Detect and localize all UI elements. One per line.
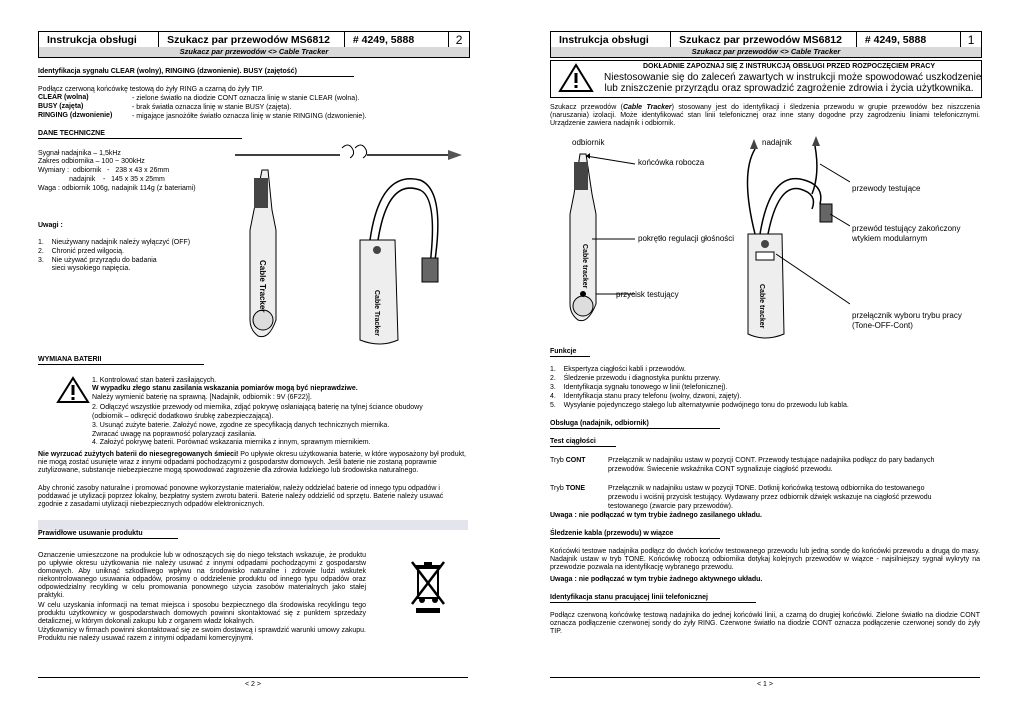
ident-intro: Podłącz czerwoną końcówkę testową do żyły RING a czarną do żyły TIP. — [38, 86, 264, 93]
funkcje-item: 5. Wysyłanie pojedynczego stałego lub alternatywnie podwójnego tonu do przewodu lub kabla. — [550, 402, 849, 409]
svg-text:Cable tracker: Cable tracker — [758, 284, 765, 329]
warning-line-1: Niestosowanie się do zaleceń zawartych w instrukcji może spowodować uszkodzenie — [604, 72, 982, 83]
ident-label-clear: CLEAR (wolna) — [38, 94, 89, 101]
cont-warning: Uwaga : nie podłączać w tym trybie żadnego zasilanego układu. — [550, 512, 762, 519]
note-item: 3. Nie używać przyrządu do badania — [38, 257, 157, 264]
tech-line: nadajnik - 145 x 35 x 25mm — [38, 176, 165, 183]
note-item: 1. Nieużywany nadajnik należy wyłączyć (OFF) — [38, 239, 191, 246]
device-illustration — [230, 140, 470, 350]
warning-triangle-icon — [558, 63, 594, 93]
funkcje-item: 1. Ekspertyza ciągłości kabli i przewodów. — [550, 366, 686, 373]
header-product: Szukacz par przewodów MS6812 — [671, 32, 857, 48]
battery-step: 1. Kontrolować stan baterii zasilających. — [92, 377, 217, 384]
tech-line: Sygnał nadajnika – 1,5kHz — [38, 150, 121, 157]
label-koncowka: końcówka robocza — [638, 158, 705, 167]
tone-warning: Uwaga : nie podłączać w tym trybie żadnego aktywnego układu. — [550, 576, 763, 583]
header-code: # 4249, 5888 — [345, 32, 449, 48]
header-page-number: 1 — [967, 33, 975, 47]
warning-line-2: lub zniszczenie przyrządu oraz sprowadzić zagrożenie zdrowia i życia użytkownika. — [604, 83, 974, 94]
ident-label-busy: BUSY (zajęta) — [38, 103, 84, 110]
page-right — [512, 0, 1024, 724]
header-code: # 4249, 5888 — [857, 32, 961, 48]
page-subheader: Szukacz par przewodów <> Cable Tracker — [38, 47, 470, 58]
header-page-number: 2 — [455, 33, 463, 47]
tone-label-pre: Tryb — [550, 485, 566, 492]
intro-pre: Szukacz przewodów ( — [550, 104, 623, 111]
disposal-text-2: W celu uzyskania informacji na temat miejsca i sposobu bezpiecznego dla środowiska recyklingu tego produktu użytkownicy w gospodarstwach domowych powinni skontaktować się z punktem sprzedaży detalicznej, w którym dokonali zakupu lub z organem władz lokalnych. — [38, 602, 366, 625]
tech-line: Waga : odbiornik 106g, nadajnik 114g (z bateriami) — [38, 185, 196, 192]
battery-step: 3. Usunąć zużyte baterie. Założyć nowe, zgodne ze specyfikacją danych technicznych miernika. — [92, 422, 390, 429]
disposal-text: Oznaczenie umieszczone na produkcie lub w odnoszących się do niego tekstach wskazuje, że produktu po upływie okresu użytkowania nie należy usuwać z innymi odpadami pochodzącymi z gospodarstw domowych. Aby uniknąć szkodliwego wpływu na środowisko naturalne i zdrowie ludzi wskutek niekontrolowanego usuwania odpadów, prosimy o oddzielenie produktu od innego typu odpadów oraz odpowiedzialny recykling w celu promowania ponownego użycia zasobów materialnych jako stałej praktyki. — [38, 552, 366, 599]
page-subheader: Szukacz par przewodów <> Cable Tracker — [550, 47, 982, 58]
battery-paragraph: Aby chronić zasoby naturalne i promować ponowne wykorzystanie materiałów, należy oddzielać baterie od innego typu odpadów i poddawać je utylizacji poprzez lokalny, bezpłatny system zwrotu baterii. Baterie należy oddzielić od sprzętu. Baterie należy usuwać zgodnie z zasadami utylizacji niebezpiecznych odpadów elektronicznych. — [38, 485, 444, 508]
battery-warning-text: Po upływie okresu użytkowania baterie, w które wyposażony był produkt, nie mogą zostać usunięte wraz z innymi odpadami pochodzącymi z gospodarstw domowych. Jeśli baterie nie zostaną poprawnie zutylizowane, substancje niebezpieczne mogą spowodować zagrożenie dla zdrowia ludzkiego lub środowiska naturalnego. — [38, 451, 466, 474]
disposal-text-3: Użytkownicy w firmach powinni skontaktować się ze swoim dostawcą i sprawdzić warunki umowy zakupu. Produktu nie należy usuwać razem z innymi odpadami komercyjnymi. — [38, 627, 366, 642]
funkcje-item: 2. Śledzenie przewodu i diagnostyka punktu przerwy. — [550, 375, 721, 382]
battery-step: Zwracać uwagę na poprawność polaryzacji zasilania. — [92, 431, 257, 438]
ident-title: Identyfikacja sygnału CLEAR (wolny), RINGING (dzwonienie). BUSY (zajętość) — [38, 68, 354, 77]
note-item: sieci wysokiego napięcia. — [38, 265, 131, 272]
funkcje-title: Funkcje — [550, 348, 590, 357]
tech-line: Wymiary : odbiornik - 238 x 43 x 26mm — [38, 167, 170, 174]
intro-post: ) stosowany jest do identyfikacji i śledzenia przewodu w grupie przewodów bez niszczenia (naruszania) izolacji. Może identyfikować stan linii telefonicznej oraz inne stany dogodne przy zagrodzeniu liniami telefonicznymi. Urządzenie zawiera nadajnik i odbiornik. — [550, 104, 980, 127]
sender-label: Cable Tracker — [373, 290, 380, 336]
page-footer: < 2 > — [38, 677, 468, 688]
label-nadajnik: nadajnik — [762, 138, 792, 147]
ident-text-ringing: - migające jasnożółte światło oznacza linię w stanie RINGING (dzwonienie). — [132, 113, 367, 120]
label-odbiornik: odbiornik — [572, 138, 605, 147]
intro-text — [550, 104, 980, 128]
battery-step: Należy wymienić baterię na sprawną. [Nadajnik, odbiornik : 9V (6F22)]. — [92, 394, 312, 401]
weee-bin-icon — [408, 560, 448, 614]
disposal-band — [38, 520, 468, 530]
label-przycisk: przycisk testujący — [616, 290, 679, 299]
test-title: Test ciągłości — [550, 438, 616, 447]
tone-text-3: testowanego (zwarcie pary przewodów). — [608, 503, 733, 510]
tone-text-2: przewodu i wciśnij przycisk testujący. Wydawany przez odbiornik dźwięk wskazuje na ciągłość przewodu — [608, 494, 932, 501]
tone-text-1: Przełącznik w nadajniku ustaw w pozycji TONE. Dotknij końcówką testową odbiornika do testowanego — [608, 485, 925, 492]
battery-step: 4. Założyć pokrywę baterii. Porównać wskazania miernika z innym, sprawnym miernikiem. — [92, 439, 371, 446]
sledzenie-title: Śledzenie kabla (przewodu) w wiązce — [550, 530, 720, 539]
battery-warning-bold: Nie wyrzucać zużytych baterii do niesegregowanych śmieci! — [38, 451, 239, 458]
intro-bold: Cable Tracker — [622, 104, 672, 111]
page-footer: < 1 > — [550, 677, 980, 688]
disposal-title: Prawidłowe usuwanie produktu — [38, 530, 178, 539]
cont-text-1: Przełącznik w nadajniku ustaw w pozycji CONT. Przewody testujące nadajnika podłącz do pary badanych — [608, 457, 935, 464]
notes-title: Uwagi : — [38, 222, 63, 229]
warning-title: DOKŁADNIE ZAPOZNAJ SIĘ Z INSTRUKCJĄ OBSŁUGI PRZED ROZPOCZĘCIEM PRACY — [642, 63, 936, 70]
header-manual: Instrukcja obsługi — [551, 32, 671, 48]
header-product: Szukacz par przewodów MS6812 — [159, 32, 345, 48]
receiver-label: Cable Tracker — [258, 260, 267, 313]
ident-label-ringing: RINGING (dzwonienie) — [38, 112, 113, 119]
obsluga-title: Obsługa (nadajnik, odbiornik) — [550, 420, 720, 429]
tech-title: DANE TECHNICZNE — [38, 130, 242, 139]
label-przelacznik-1: przełącznik wyboru trybu pracy — [852, 311, 962, 320]
battery-step: 2. Odłączyć wszystkie przewody od miernika, zdjąć pokrywę osłaniającą baterię na tylnej ściance obudowy — [92, 404, 423, 411]
cont-text-2: przewodów. Świecenie wskaźnika CONT sygnalizuje ciągłość przewodu. — [608, 466, 833, 473]
funkcje-item: 4. Identyfikacja stanu pracy telefonu (wolny, dzwoni, zajęty). — [550, 393, 742, 400]
header-manual: Instrukcja obsługi — [39, 32, 159, 48]
ident-text-busy: - brak światła oznacza linię w stanie BUSY (zajęta). — [132, 104, 292, 111]
label-zakonczony-2: wtykiem modularnym — [852, 234, 928, 243]
battery-step: (odbiornik – odkręcić dodatkowo śrubkę zabezpieczającą). — [92, 413, 274, 420]
tech-line: Zakres odbiornika – 100 ~ 300kHz — [38, 158, 145, 165]
label-pokretlo: pokrętło regulacji głośności — [638, 234, 735, 243]
label-zakonczony-1: przewód testujący zakończony — [852, 224, 961, 233]
label-przewody: przewody testujące — [852, 184, 921, 193]
sledzenie-text: Końcówki testowe nadajnika podłącz do dwóch końców testowanego przewodu lub jedną sondę do końcówki przewodu a drugą do masy. Nadajnik ustaw w tryb TONE. Końcówkę roboczą odbiornika dotykaj kolejnych przewodów w wiązce - najsilniejszy sygnał wykryty na przewodzie pozwala na identyfikację wybranego przewodu. — [550, 548, 980, 571]
ident-line-title: Identyfikacja stanu pracującej linii telefonicznej — [550, 594, 756, 603]
warning-triangle-icon — [56, 376, 90, 404]
battery-warning — [38, 451, 468, 475]
ident-line-text: Podłącz czerwoną końcówkę testową nadajnika do jednej końcówki linii, a czarną do drugiej końcówki. Zielone światło na diodzie CONT oznacza podłączenie czerwonej sondy do żyły RING. Czerwone światło na diodzie CONT oznacza podłączenie czerwonej sondy do żyły TIP. — [550, 612, 980, 635]
battery-step: W wypadku złego stanu zasilania wskazania pomiarów mogą być nieprawdziwe. — [92, 385, 358, 392]
label-przelacznik-2: (Tone-OFF-Cont) — [852, 321, 913, 330]
note-item: 2. Chronić przed wilgocią. — [38, 248, 124, 255]
ident-text-clear: - zielone światło na diodzie CONT oznacza linię w stanie CLEAR (wolna). — [132, 95, 360, 102]
battery-title: WYMIANA BATERII — [38, 356, 204, 365]
tone-label-bold: TONE — [565, 485, 586, 492]
svg-text:Cable tracker: Cable tracker — [581, 244, 588, 289]
tone-label — [550, 485, 585, 493]
cont-label-pre: Tryb — [550, 457, 566, 464]
cont-label-bold: CONT — [565, 457, 586, 464]
funkcje-item: 3. Identyfikacja sygnału tonowego w linii (telefonicznej). — [550, 384, 728, 391]
cont-label — [550, 457, 586, 465]
